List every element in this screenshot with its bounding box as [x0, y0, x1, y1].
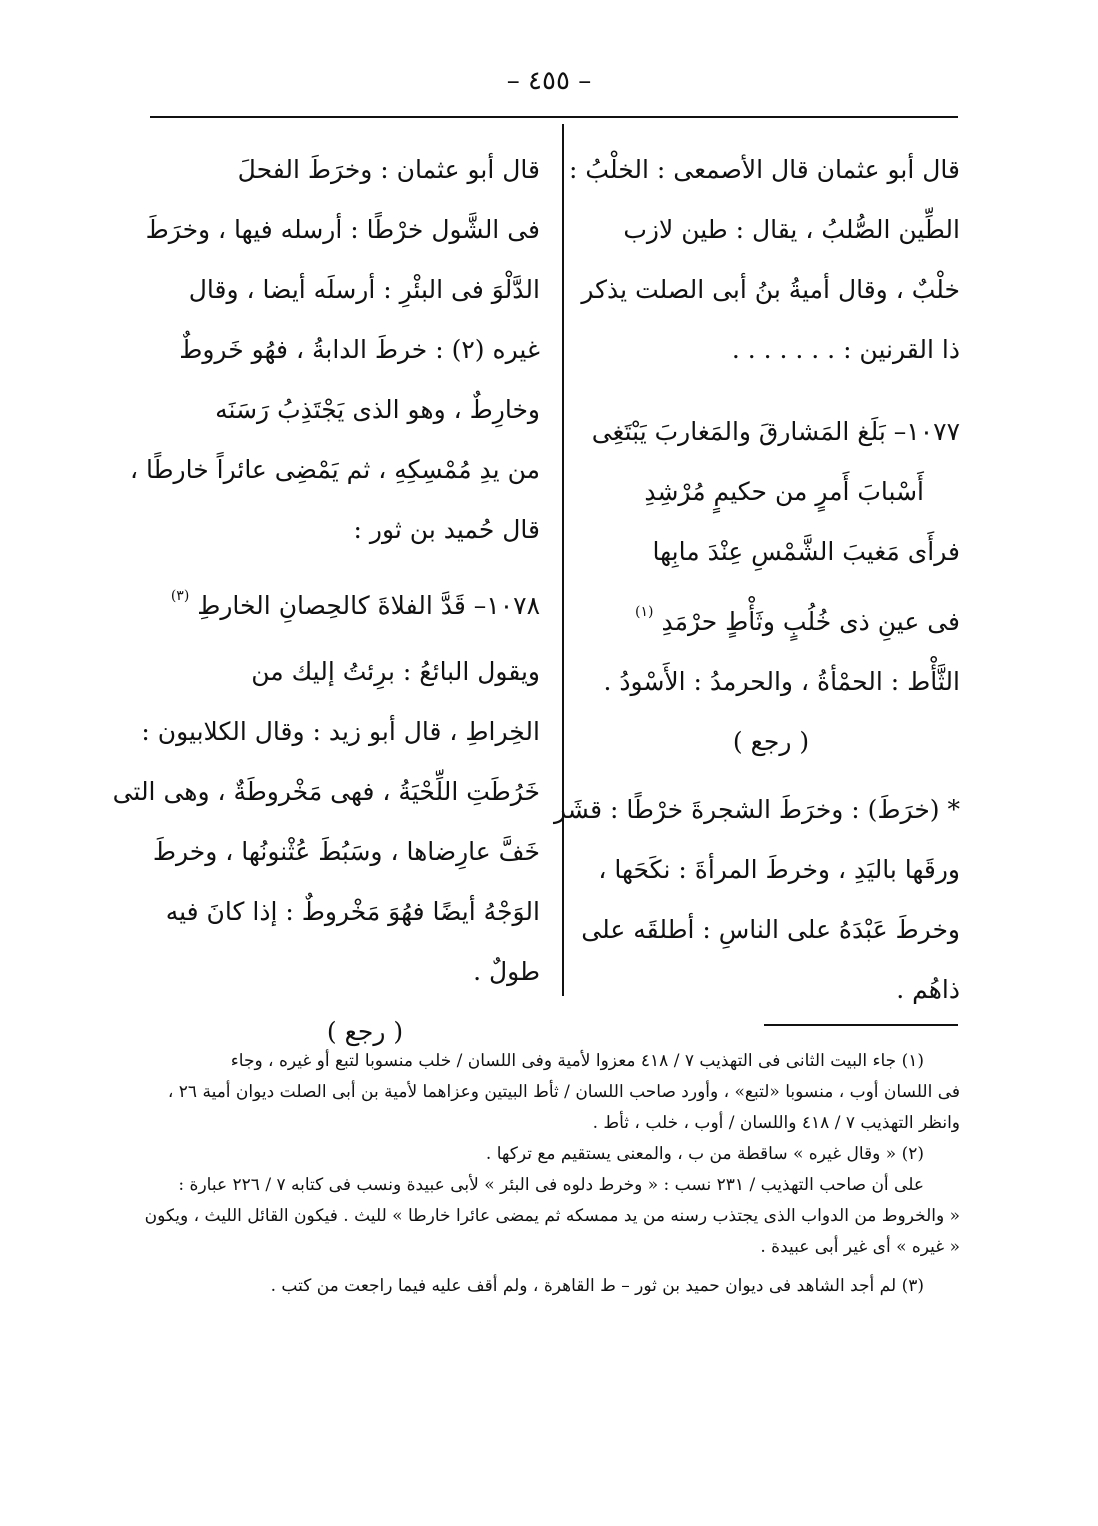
body-line: قال أبو عثمان قال الأصمعى : الخلْبُ : — [569, 155, 960, 184]
verse-line: أَسْبابَ أَمرٍ من حكيمٍ مُرْشِدِ — [644, 477, 924, 506]
verse-line — [582, 582, 960, 652]
body-line: خَرُطَتِ اللِّحْيَةُ ، فهى مَخْروطَةٌ ، وهى التى — [112, 777, 540, 806]
footnote-line: « والخروط من الدواب الذى يجتذب رسنه من يد ممسكه ثم يمضى عائرا خارطا » لليث . فيكون القائل الليث ، ويكون — [144, 1206, 960, 1226]
entry-line: * (خرَطَ) : وخرَطَ الشجرةَ خرْطًا : قشَر — [554, 795, 960, 824]
verse-number: ١٠٧٨– — [473, 591, 540, 620]
body-line: خلْبٌ ، وقال أميةُ بنُ أبى الصلت يذكر — [581, 275, 960, 304]
body-line: وخارِطٌ ، وهو الذى يَجْتَذِبُ رَسَنَه — [215, 395, 540, 424]
body-line: الوَجْهُ أيضًا فهُوَ مَخْروطٌ : إذا كانَ فيه — [165, 897, 540, 926]
entry-line: وخرطَ عَبْدَهُ على الناسِ : أطلقَه على — [581, 915, 960, 944]
body-line: فى الشَّول خرْطًا : أرسله فيها ، وخرَطَ — [145, 215, 540, 244]
verse-line: فرأَى مَغيبَ الشَّمْسِ عِنْدَ مابِها — [652, 537, 960, 566]
body-line: غيره (٢) : خرطَ الدابةُ ، فهُو خَروطٌ — [179, 335, 540, 364]
footnote-rule — [764, 1024, 958, 1026]
column-divider — [562, 124, 564, 996]
footnote-mark: (٣) — [170, 588, 190, 604]
body-line: الخِراطِ ، قال أبو زيد : وقال الكلابيون : — [141, 717, 540, 746]
verse-text: فى عينِ ذى خُلُبٍ وثَأْطٍ حرْمَدِ — [661, 607, 960, 636]
right-column — [554, 140, 960, 1020]
body-line: خَفَّ عارِضاها ، وسَبُطَ عُثْنونُها ، وخرطَ — [152, 837, 540, 866]
footnote-line: « غيره » أى غير أبى عبيدة . — [760, 1237, 960, 1257]
body-line: قال أبو عثمان : وخرَطَ الفحلَ — [237, 155, 540, 184]
verse-number: ١٠٧٧– — [893, 417, 960, 446]
body-line: ذا القرنين : . . . . . . . — [731, 335, 960, 364]
body-line: ويقول البائعُ : برِئتُ إليك من — [251, 657, 540, 686]
gloss-line: الثَّأْط : الحمْأةُ ، والحرمدُ : الأَسْودُ . — [603, 667, 960, 696]
entry-line: ذاهُم . — [896, 975, 960, 1004]
verse-line — [150, 566, 540, 636]
cross-reference: ( رجع ) — [326, 1017, 404, 1046]
page-number: – ٤٥٥ – — [506, 66, 592, 96]
footnote-line: (٢) « وقال غيره » ساقطة من ب ، والمعنى يستقيم مع تركها . — [485, 1144, 924, 1164]
verse-line — [582, 402, 960, 462]
entry-line: ورقَها باليَدِ ، وخرطَ المرأةَ : نكَحَها ، — [598, 855, 960, 884]
footnote-line: (٣) لم أجد الشاهد فى ديوان حميد بن ثور – ط القاهرة ، ولم أقف عليه فيما راجعت من كتب . — [270, 1276, 924, 1296]
footnote-line: فى اللسان أوب ، منسوبا «لتبع» ، وأورد صاحب اللسان / ثأط البيتين وعزاهما لأمية بن أبى الصلت ديوان أمية ٢٦ ، — [167, 1082, 960, 1102]
verse-text: بَلَغ المَشارقَ والمَغاربَ يَبْتَغِى — [591, 417, 886, 446]
cross-reference: ( رجع ) — [732, 727, 810, 756]
body-line: من يدِ مُمْسِكِهِ ، ثم يَمْضِى عائراً خارطًا ، — [130, 455, 540, 484]
footnote-line: وانظر التهذيب ٧ / ٤١٨ واللسان / أوب ، خلب ، ثأط . — [592, 1113, 960, 1133]
body-line: الطِّين الصُّلبُ ، يقال : طين لازب — [623, 215, 960, 244]
header-rule — [150, 116, 958, 118]
footnote-mark: (١) — [635, 604, 654, 620]
body-line: قال حُميد بن ثور : — [353, 515, 540, 544]
footnotes — [144, 1046, 960, 1302]
body-line: الدَّلْوَ فى البئْرِ : أرسلَه أيضا ، وقال — [188, 275, 540, 304]
footnote-line: (١) جاء البيت الثانى فى التهذيب ٧ / ٤١٨ معزوا لأمية وفى اللسان / خلب منسوبا لتبع أو غيره ، وجاء — [230, 1051, 924, 1071]
left-column — [112, 140, 540, 1062]
footnote-line: على أن صاحب التهذيب / ٢٣١ نسب : « وخرط دلوه فى البئر » لأبى عبيدة ونسب فى كتابه ٧ / ٢٢٦ عبارة : — [178, 1175, 924, 1195]
verse-text: قَدَّ الفلاةَ كالحِصانِ الخارطِ — [197, 591, 466, 620]
body-line: طولٌ . — [473, 957, 540, 986]
